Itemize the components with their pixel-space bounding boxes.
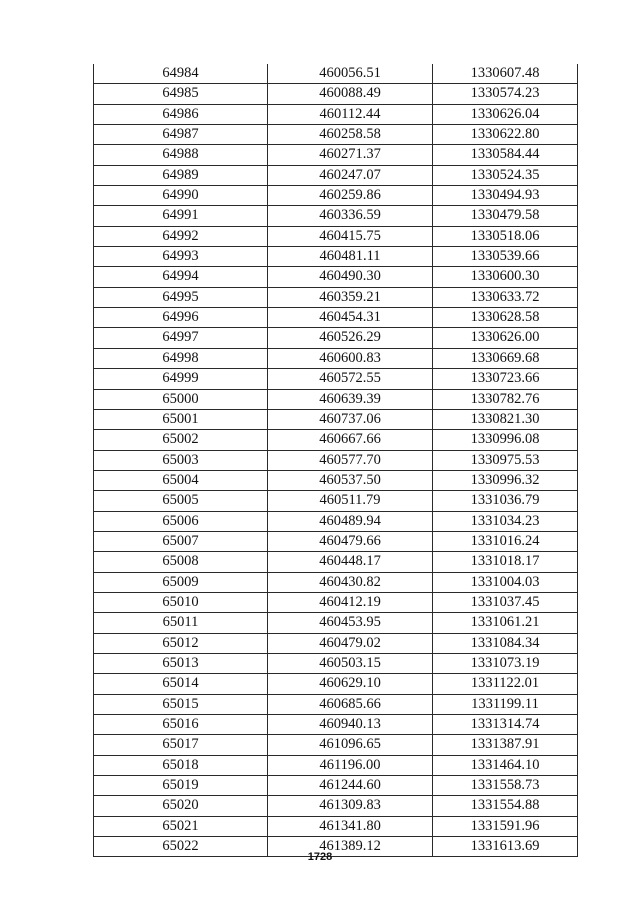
table-row xyxy=(94,531,578,551)
table-row xyxy=(94,84,578,104)
point-id-cell: 65007 xyxy=(94,531,268,551)
y-coordinate-cell: 1330524.35 xyxy=(433,165,578,185)
table-row xyxy=(94,206,578,226)
table-row xyxy=(94,755,578,775)
point-id-cell: 65016 xyxy=(94,715,268,735)
point-id-cell: 65022 xyxy=(94,837,268,857)
table-row xyxy=(94,491,578,511)
table-row xyxy=(94,694,578,714)
x-coordinate-cell: 460479.66 xyxy=(268,531,433,551)
x-coordinate-cell: 460685.66 xyxy=(268,694,433,714)
x-coordinate-cell: 460489.94 xyxy=(268,511,433,531)
x-coordinate-cell: 460667.66 xyxy=(268,430,433,450)
point-id-cell: 64987 xyxy=(94,125,268,145)
y-coordinate-cell: 1331084.34 xyxy=(433,633,578,653)
table-row xyxy=(94,145,578,165)
y-coordinate-cell: 1331073.19 xyxy=(433,653,578,673)
y-coordinate-cell: 1330996.08 xyxy=(433,430,578,450)
y-coordinate-cell: 1330622.80 xyxy=(433,125,578,145)
x-coordinate-cell: 460572.55 xyxy=(268,369,433,389)
y-coordinate-cell: 1331554.88 xyxy=(433,796,578,816)
point-id-cell: 65003 xyxy=(94,450,268,470)
y-coordinate-cell: 1330723.66 xyxy=(433,369,578,389)
y-coordinate-cell: 1330584.44 xyxy=(433,145,578,165)
x-coordinate-cell: 460453.95 xyxy=(268,613,433,633)
y-coordinate-cell: 1330626.04 xyxy=(433,104,578,124)
y-coordinate-cell: 1331036.79 xyxy=(433,491,578,511)
table-row xyxy=(94,348,578,368)
table-row xyxy=(94,470,578,490)
table-row xyxy=(94,450,578,470)
point-id-cell: 65017 xyxy=(94,735,268,755)
table-row xyxy=(94,226,578,246)
y-coordinate-cell: 1330574.23 xyxy=(433,84,578,104)
x-coordinate-cell: 460258.58 xyxy=(268,125,433,145)
y-coordinate-cell: 1331016.24 xyxy=(433,531,578,551)
point-id-cell: 65001 xyxy=(94,409,268,429)
y-coordinate-cell: 1330494.93 xyxy=(433,186,578,206)
point-id-cell: 64998 xyxy=(94,348,268,368)
table-row xyxy=(94,186,578,206)
y-coordinate-cell: 1331464.10 xyxy=(433,755,578,775)
x-coordinate-cell: 461096.65 xyxy=(268,735,433,755)
point-id-cell: 65013 xyxy=(94,653,268,673)
x-coordinate-cell: 460511.79 xyxy=(268,491,433,511)
point-id-cell: 65010 xyxy=(94,592,268,612)
x-coordinate-cell: 460737.06 xyxy=(268,409,433,429)
x-coordinate-cell: 460088.49 xyxy=(268,84,433,104)
x-coordinate-cell: 460430.82 xyxy=(268,572,433,592)
point-id-cell: 64996 xyxy=(94,308,268,328)
x-coordinate-cell: 460359.21 xyxy=(268,287,433,307)
table-row xyxy=(94,369,578,389)
point-id-cell: 64995 xyxy=(94,287,268,307)
table-row xyxy=(94,796,578,816)
point-id-cell: 64988 xyxy=(94,145,268,165)
table-row xyxy=(94,511,578,531)
y-coordinate-cell: 1331314.74 xyxy=(433,715,578,735)
table-row xyxy=(94,633,578,653)
y-coordinate-cell: 1331061.21 xyxy=(433,613,578,633)
point-id-cell: 65014 xyxy=(94,674,268,694)
point-id-cell: 64989 xyxy=(94,165,268,185)
x-coordinate-cell: 460112.44 xyxy=(268,104,433,124)
x-coordinate-cell: 460479.02 xyxy=(268,633,433,653)
point-id-cell: 65018 xyxy=(94,755,268,775)
y-coordinate-cell: 1330996.32 xyxy=(433,470,578,490)
x-coordinate-cell: 460503.15 xyxy=(268,653,433,673)
x-coordinate-cell: 460940.13 xyxy=(268,715,433,735)
point-id-cell: 65012 xyxy=(94,633,268,653)
point-id-cell: 64985 xyxy=(94,84,268,104)
point-id-cell: 65006 xyxy=(94,511,268,531)
x-coordinate-cell: 460415.75 xyxy=(268,226,433,246)
point-id-cell: 65002 xyxy=(94,430,268,450)
table-row xyxy=(94,735,578,755)
x-coordinate-cell: 460454.31 xyxy=(268,308,433,328)
table-row xyxy=(94,104,578,124)
table-row xyxy=(94,715,578,735)
x-coordinate-cell: 460600.83 xyxy=(268,348,433,368)
page-number: 1728 xyxy=(307,851,333,863)
x-coordinate-cell: 460639.39 xyxy=(268,389,433,409)
y-coordinate-cell: 1331613.69 xyxy=(433,837,578,857)
point-id-cell: 64991 xyxy=(94,206,268,226)
table-row xyxy=(94,674,578,694)
point-id-cell: 65021 xyxy=(94,816,268,836)
coordinates-table xyxy=(93,64,578,857)
point-id-cell: 65011 xyxy=(94,613,268,633)
x-coordinate-cell: 460448.17 xyxy=(268,552,433,572)
point-id-cell: 65020 xyxy=(94,796,268,816)
point-id-cell: 64994 xyxy=(94,267,268,287)
y-coordinate-cell: 1330479.58 xyxy=(433,206,578,226)
y-coordinate-cell: 1331591.96 xyxy=(433,816,578,836)
x-coordinate-cell: 461389.12 xyxy=(268,837,433,857)
table-row xyxy=(94,816,578,836)
table-row xyxy=(94,389,578,409)
table-row xyxy=(94,572,578,592)
y-coordinate-cell: 1331004.03 xyxy=(433,572,578,592)
y-coordinate-cell: 1330607.48 xyxy=(433,64,578,84)
table-row xyxy=(94,552,578,572)
table-row xyxy=(94,430,578,450)
table-row xyxy=(94,267,578,287)
x-coordinate-cell: 460537.50 xyxy=(268,470,433,490)
table-row xyxy=(94,409,578,429)
y-coordinate-cell: 1330975.53 xyxy=(433,450,578,470)
x-coordinate-cell: 460577.70 xyxy=(268,450,433,470)
coordinates-table-body xyxy=(94,64,578,857)
table-row xyxy=(94,308,578,328)
x-coordinate-cell: 461196.00 xyxy=(268,755,433,775)
y-coordinate-cell: 1330626.00 xyxy=(433,328,578,348)
x-coordinate-cell: 460526.29 xyxy=(268,328,433,348)
x-coordinate-cell: 461309.83 xyxy=(268,796,433,816)
table-row xyxy=(94,165,578,185)
y-coordinate-cell: 1331122.01 xyxy=(433,674,578,694)
x-coordinate-cell: 460271.37 xyxy=(268,145,433,165)
y-coordinate-cell: 1331018.17 xyxy=(433,552,578,572)
y-coordinate-cell: 1330821.30 xyxy=(433,409,578,429)
x-coordinate-cell: 460247.07 xyxy=(268,165,433,185)
point-id-cell: 64999 xyxy=(94,369,268,389)
point-id-cell: 65000 xyxy=(94,389,268,409)
table-row xyxy=(94,125,578,145)
y-coordinate-cell: 1331037.45 xyxy=(433,592,578,612)
y-coordinate-cell: 1330782.76 xyxy=(433,389,578,409)
x-coordinate-cell: 461244.60 xyxy=(268,776,433,796)
table-row xyxy=(94,64,578,84)
table-row xyxy=(94,328,578,348)
table-row xyxy=(94,613,578,633)
point-id-cell: 64997 xyxy=(94,328,268,348)
x-coordinate-cell: 460259.86 xyxy=(268,186,433,206)
table-row xyxy=(94,247,578,267)
y-coordinate-cell: 1331199.11 xyxy=(433,694,578,714)
y-coordinate-cell: 1330669.68 xyxy=(433,348,578,368)
point-id-cell: 65004 xyxy=(94,470,268,490)
table-row xyxy=(94,653,578,673)
table-row xyxy=(94,592,578,612)
point-id-cell: 64993 xyxy=(94,247,268,267)
point-id-cell: 64986 xyxy=(94,104,268,124)
point-id-cell: 65019 xyxy=(94,776,268,796)
x-coordinate-cell: 460629.10 xyxy=(268,674,433,694)
x-coordinate-cell: 460056.51 xyxy=(268,64,433,84)
point-id-cell: 64992 xyxy=(94,226,268,246)
y-coordinate-cell: 1330633.72 xyxy=(433,287,578,307)
y-coordinate-cell: 1330628.58 xyxy=(433,308,578,328)
x-coordinate-cell: 460490.30 xyxy=(268,267,433,287)
table-row xyxy=(94,287,578,307)
x-coordinate-cell: 460412.19 xyxy=(268,592,433,612)
table-row xyxy=(94,776,578,796)
x-coordinate-cell: 460336.59 xyxy=(268,206,433,226)
y-coordinate-cell: 1330539.66 xyxy=(433,247,578,267)
point-id-cell: 64984 xyxy=(94,64,268,84)
y-coordinate-cell: 1331558.73 xyxy=(433,776,578,796)
point-id-cell: 64990 xyxy=(94,186,268,206)
y-coordinate-cell: 1331387.91 xyxy=(433,735,578,755)
y-coordinate-cell: 1330600.30 xyxy=(433,267,578,287)
point-id-cell: 65008 xyxy=(94,552,268,572)
point-id-cell: 65015 xyxy=(94,694,268,714)
y-coordinate-cell: 1331034.23 xyxy=(433,511,578,531)
point-id-cell: 65005 xyxy=(94,491,268,511)
y-coordinate-cell: 1330518.06 xyxy=(433,226,578,246)
point-id-cell: 65009 xyxy=(94,572,268,592)
x-coordinate-cell: 460481.11 xyxy=(268,247,433,267)
x-coordinate-cell: 461341.80 xyxy=(268,816,433,836)
